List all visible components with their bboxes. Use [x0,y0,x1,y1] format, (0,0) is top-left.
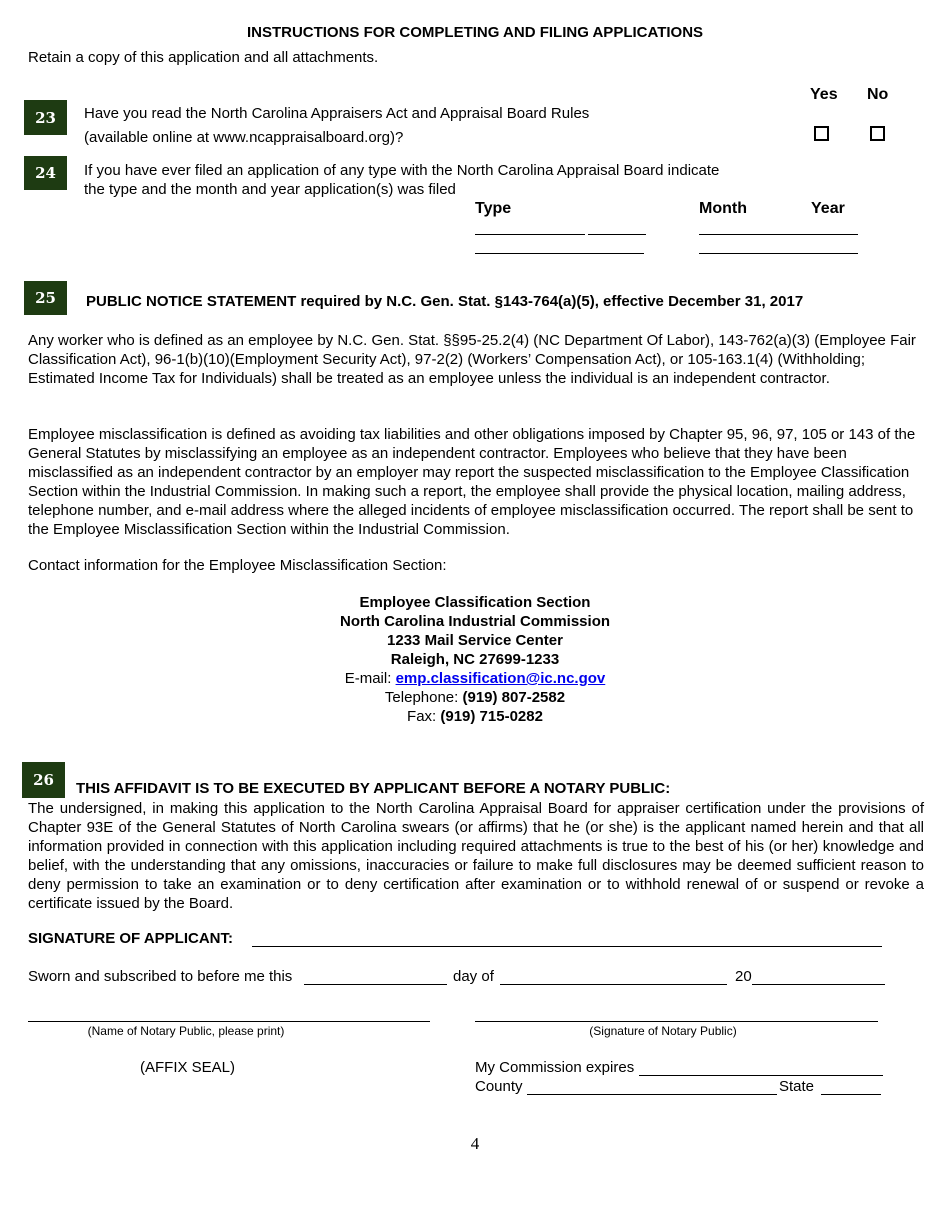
commission-field[interactable] [639,1075,883,1076]
contact-intro: Contact information for the Employee Misclassification Section: [28,557,447,574]
item-24-type-field-1a[interactable] [475,234,585,235]
yes-header: Yes [810,86,838,103]
signature-label: SIGNATURE OF APPLICANT: [28,930,233,947]
item-24-type-header: Type [475,200,512,217]
contact-email-row [0,669,950,688]
item-24-question-line1: If you have ever filed an application of any type with the North Carolina Appraisal Board indicate [84,162,720,179]
item-24-type-field-2[interactable] [475,253,644,254]
signature-field[interactable] [252,946,882,947]
item-25-paragraph-2: Employee misclassification is defined as avoiding tax liabilities and other obligations imposed by Chapter 95, 96, 97, 105 or 143 of the General Statutes by misclassifying an employee as an independent contractor. Employees who believe that they have been misclassified as an independent contractor by an employer may report the suspected misclassification to the Employee Classification Section within the Industrial Commission. In making such a report, the employee shall provide the physical location, mailing address, telephone number, and e-mail address where the alleged incidents of employee misclassification occurred. The report shall be sent to the Employee Misclassification Section within the Industrial Commission. [28,426,916,538]
fax-label: Fax: [407,708,441,725]
county-field[interactable] [527,1094,777,1095]
state-label: State [779,1078,815,1095]
email-link[interactable]: emp.classification@ic.nc.gov [395,670,606,687]
item-24-year-header: Year [811,200,845,217]
contact-fax-row [0,707,950,726]
year-field[interactable] [752,984,885,985]
state-field[interactable] [821,1094,881,1095]
notary-name-caption: (Name of Notary Public, please print) [87,1024,285,1038]
item-25-paragraph-1: Any worker who is defined as an employee by N.C. Gen. Stat. §§95-25.2(4) (NC Department Of Labor), 143-762(a)(3) (Employee Fair Classification Act), 96-1(b)(10)(Employment Security Act), 97-2(2) (Workers’ Compensation Act), or 105-163.1(4) (Withholding; Estimated Income Tax for Individuals) shall be treated as an employee unless the individual is an independent contractor. [28,332,916,387]
notary-signature-caption: (Signature of Notary Public) [589,1024,737,1038]
contact-line-section: Employee Classification Section [359,594,591,611]
item-23-no-checkbox[interactable] [870,126,885,141]
contact-line-mail-center: 1233 Mail Service Center [387,632,563,649]
item-23-question-line1: Have you read the North Carolina Appraisers Act and Appraisal Board Rules [84,105,590,122]
item-23-yes-checkbox[interactable] [814,126,829,141]
phone-label: Telephone: [384,689,463,706]
item-26-heading: THIS AFFIDAVIT IS TO BE EXECUTED BY APPLICANT BEFORE A NOTARY PUBLIC: [76,780,671,797]
fax-number: (919) 715-0282 [440,708,543,725]
item-25-heading: PUBLIC NOTICE STATEMENT required by N.C. Gen. Stat. §143-764(a)(5), effective December 31, 2017 [86,293,804,310]
contact-phone-row [0,688,950,707]
contact-line-city: Raleigh, NC 27699-1233 [390,651,560,668]
item-24-month-year-field-1[interactable] [699,234,858,235]
contact-line-commission: North Carolina Industrial Commission [339,613,611,630]
sworn-date-field[interactable] [304,984,447,985]
retain-note: Retain a copy of this application and all attachments. [28,49,379,66]
item-24-badge: 24 [24,156,67,190]
county-label: County [475,1078,523,1095]
phone-number: (919) 807-2582 [462,689,566,706]
item-23-question-line2: (available online at www.ncappraisalboard.org)? [84,129,404,146]
contact-block [0,593,950,726]
item-26-affidavit-text: The undersigned, in making this application to the North Carolina Appraisal Board for appraiser certification under the provisions of Chapter 93E of the General Statutes of North Carolina swears (or affirms) that he (or she) is the applicant named herein and that all information provided in connection with this application including required attachments is true to the best of his (or her) knowledge and belief, with the understanding that any omissions, inaccuracies or failure to make full disclosures may be deemed sufficient reason to deny permission to take an examination or to deny certification after examination or to withhold renewal of or suspend or revoke a certificate issued by the Board. [28,800,924,912]
item-23-badge: 23 [24,100,67,135]
commission-label: My Commission expires [475,1059,635,1076]
item-24-month-header: Month [699,200,747,217]
no-header: No [867,86,889,103]
email-label: E-mail: [344,670,396,687]
sworn-label: Sworn and subscribed to before me this [28,968,293,985]
month-field[interactable] [500,984,727,985]
item-24-month-year-field-2[interactable] [699,253,858,254]
notary-signature-field[interactable] [475,1021,878,1022]
notary-name-field[interactable] [28,1021,430,1022]
item-24-question-line2: the type and the month and year application(s) was filed [84,181,456,198]
item-26-badge: 26 [22,762,65,798]
page-number: 4 [470,1134,480,1153]
item-24-type-field-1b[interactable] [588,234,646,235]
item-25-badge: 25 [24,281,67,315]
day-of-label: day of [453,968,494,985]
year-prefix: 20 [735,968,752,985]
affix-seal: (AFFIX SEAL) [140,1059,236,1076]
page-title: INSTRUCTIONS FOR COMPLETING AND FILING APPLICATIONS [246,24,704,41]
